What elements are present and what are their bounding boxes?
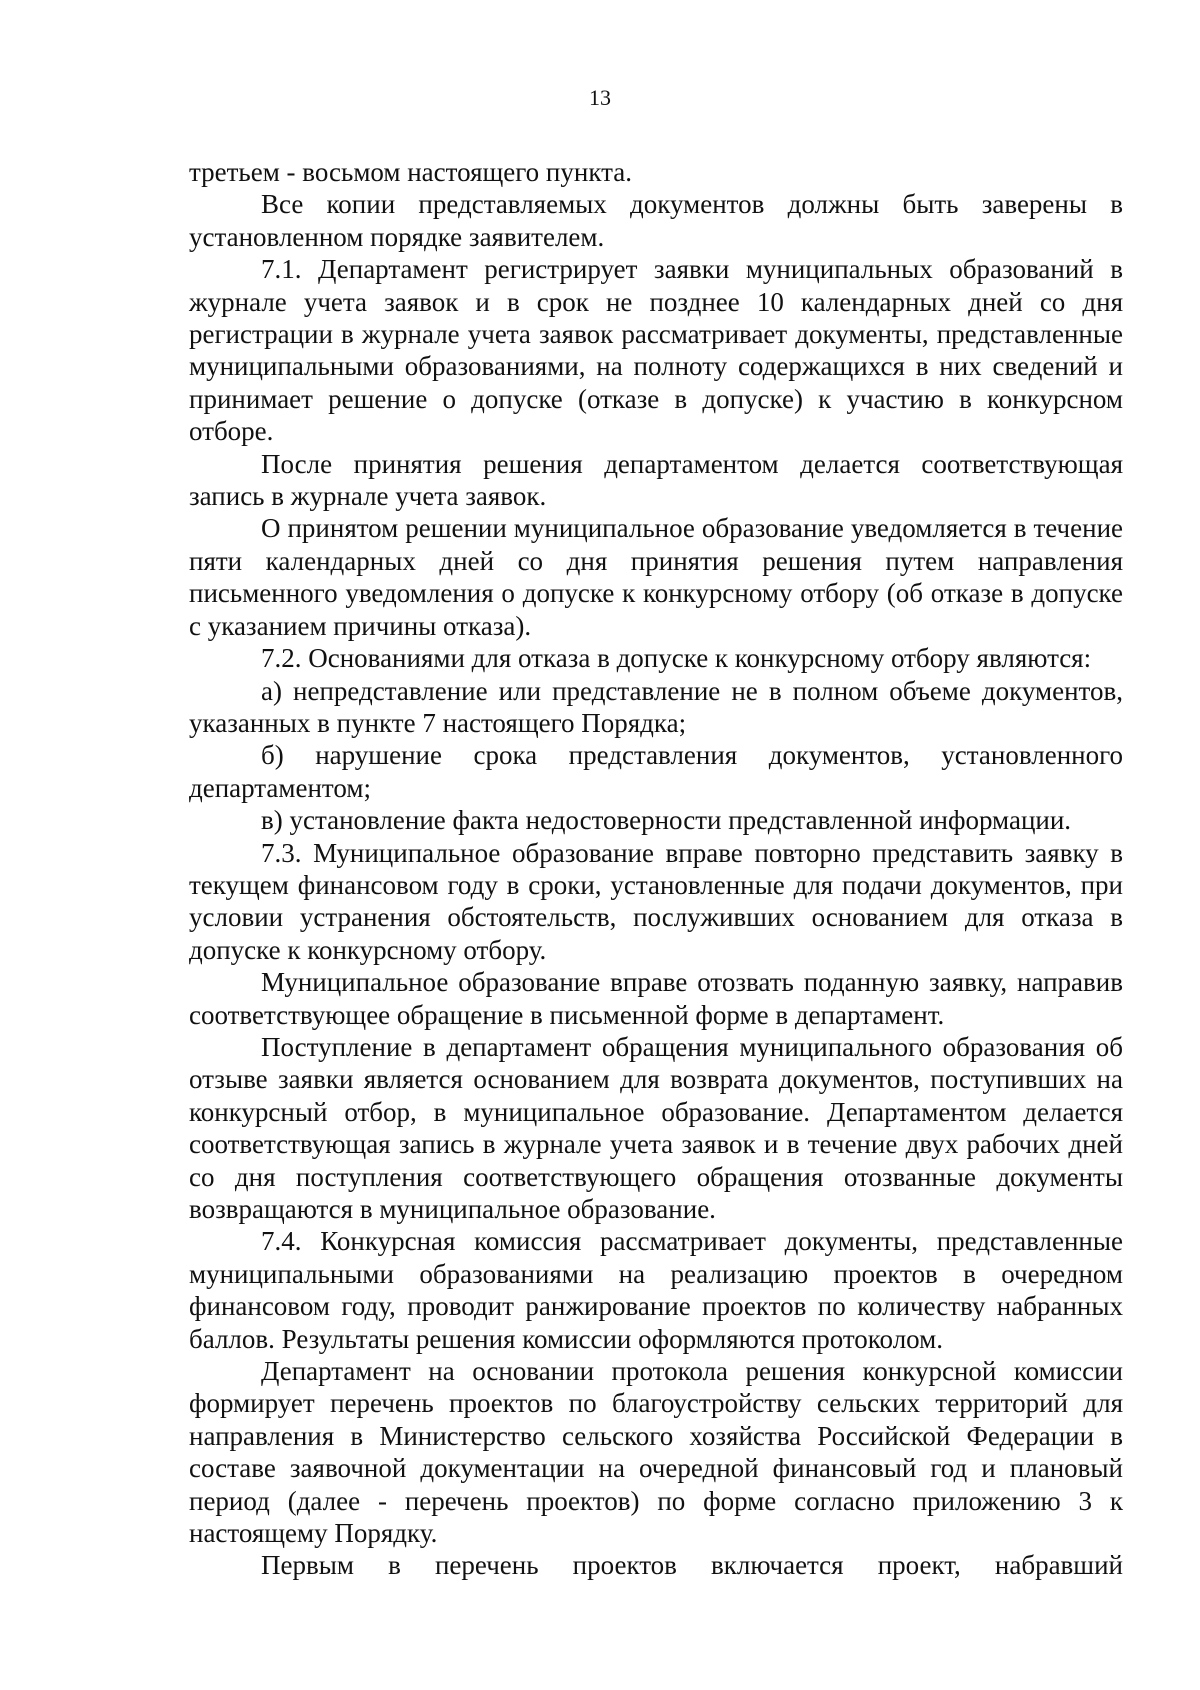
paragraph-withdraw-application: Муниципальное образование вправе отозвать поданную заявку, направив соответствующее обращение в письменной форме в департамент.: [189, 967, 1123, 1030]
paragraph-7-2-c: в) установление факта недостоверности представленной информации.: [261, 805, 1072, 836]
paragraph-record-entry: После принятия решения департаментом делается соответствующая запись в журнале учета заявок.: [189, 448, 1123, 512]
paragraph-7-2-b: б) нарушение срока представления документов, установленного департаментом;: [189, 740, 1123, 803]
page-number: 13: [589, 85, 611, 110]
paragraph-project-list: Департамент на основании протокола решения конкурсной комиссии формирует перечень проектов по благоустройству сельских территорий для направления в Министерство сельского хозяйства Российской Федерации в составе заявочной документации на очередной финансовый год и плановый период (далее - перечень проектов) по форме согласно приложению 3 к настоящему Порядку.: [189, 1356, 1123, 1549]
paragraph-first-in-list: Первым в перечень проектов включается проект, набравший: [261, 1550, 1123, 1581]
paragraph-copies-certified: Все копии представляемых документов должны быть заверены в установленном порядке заявителем.: [189, 189, 1123, 252]
paragraph-withdrawal-return: Поступление в департамент обращения муниципального образования об отзыве заявки является основанием для возврата документов, поступивших на конкурсный отбор, в муниципальное образование. Департаментом делается соответствующая запись в журнале учета заявок и в течение двух рабочих дней со дня поступления соответствующего обращения отозванные документы возвращаются в муниципальное образование.: [189, 1031, 1123, 1224]
paragraph-continuation: третьем - восьмом настоящего пункта.: [189, 157, 632, 187]
paragraph-7-1: 7.1. Департамент регистрирует заявки муниципальных образований в журнале учета заявок и в срок не позднее 10 календарных дней со дня регистрации в журнале учета заявок рассматривает документы, представленные муниципальными образованиями, на полноту содержащихся в них сведений и принимает решение о допуске (отказе в допуске) к участию в конкурсном отборе.: [189, 254, 1123, 447]
paragraph-7-3: 7.3. Муниципальное образование вправе повторно представить заявку в текущем финансовом году в сроки, установленные для подачи документов, при условии устранения обстоятельств, послуживших основанием для отказа в допуске к конкурсному отбору.: [189, 837, 1123, 965]
paragraph-7-2: 7.2. Основаниями для отказа в допуске к конкурсному отбору являются:: [261, 643, 1092, 674]
paragraph-7-4: 7.4. Конкурсная комиссия рассматривает документы, представленные муниципальными образованиями на реализацию проектов в очередном финансовом году, проводит ранжирование проектов по количеству набранных баллов. Результаты решения комиссии оформляются протоколом.: [189, 1226, 1123, 1354]
document-body: [189, 156, 1123, 1582]
paragraph-notification: О принятом решении муниципальное образование уведомляется в течение пяти календарных дней со дня принятия решения путем направления письменного уведомления о допуске к конкурсному отбору (об отказе в допуске с указанием причины отказа).: [189, 513, 1123, 641]
paragraph-7-2-a: а) непредставление или представление не в полном объеме документов, указанных в пункте 7 настоящего Порядка;: [189, 675, 1123, 738]
